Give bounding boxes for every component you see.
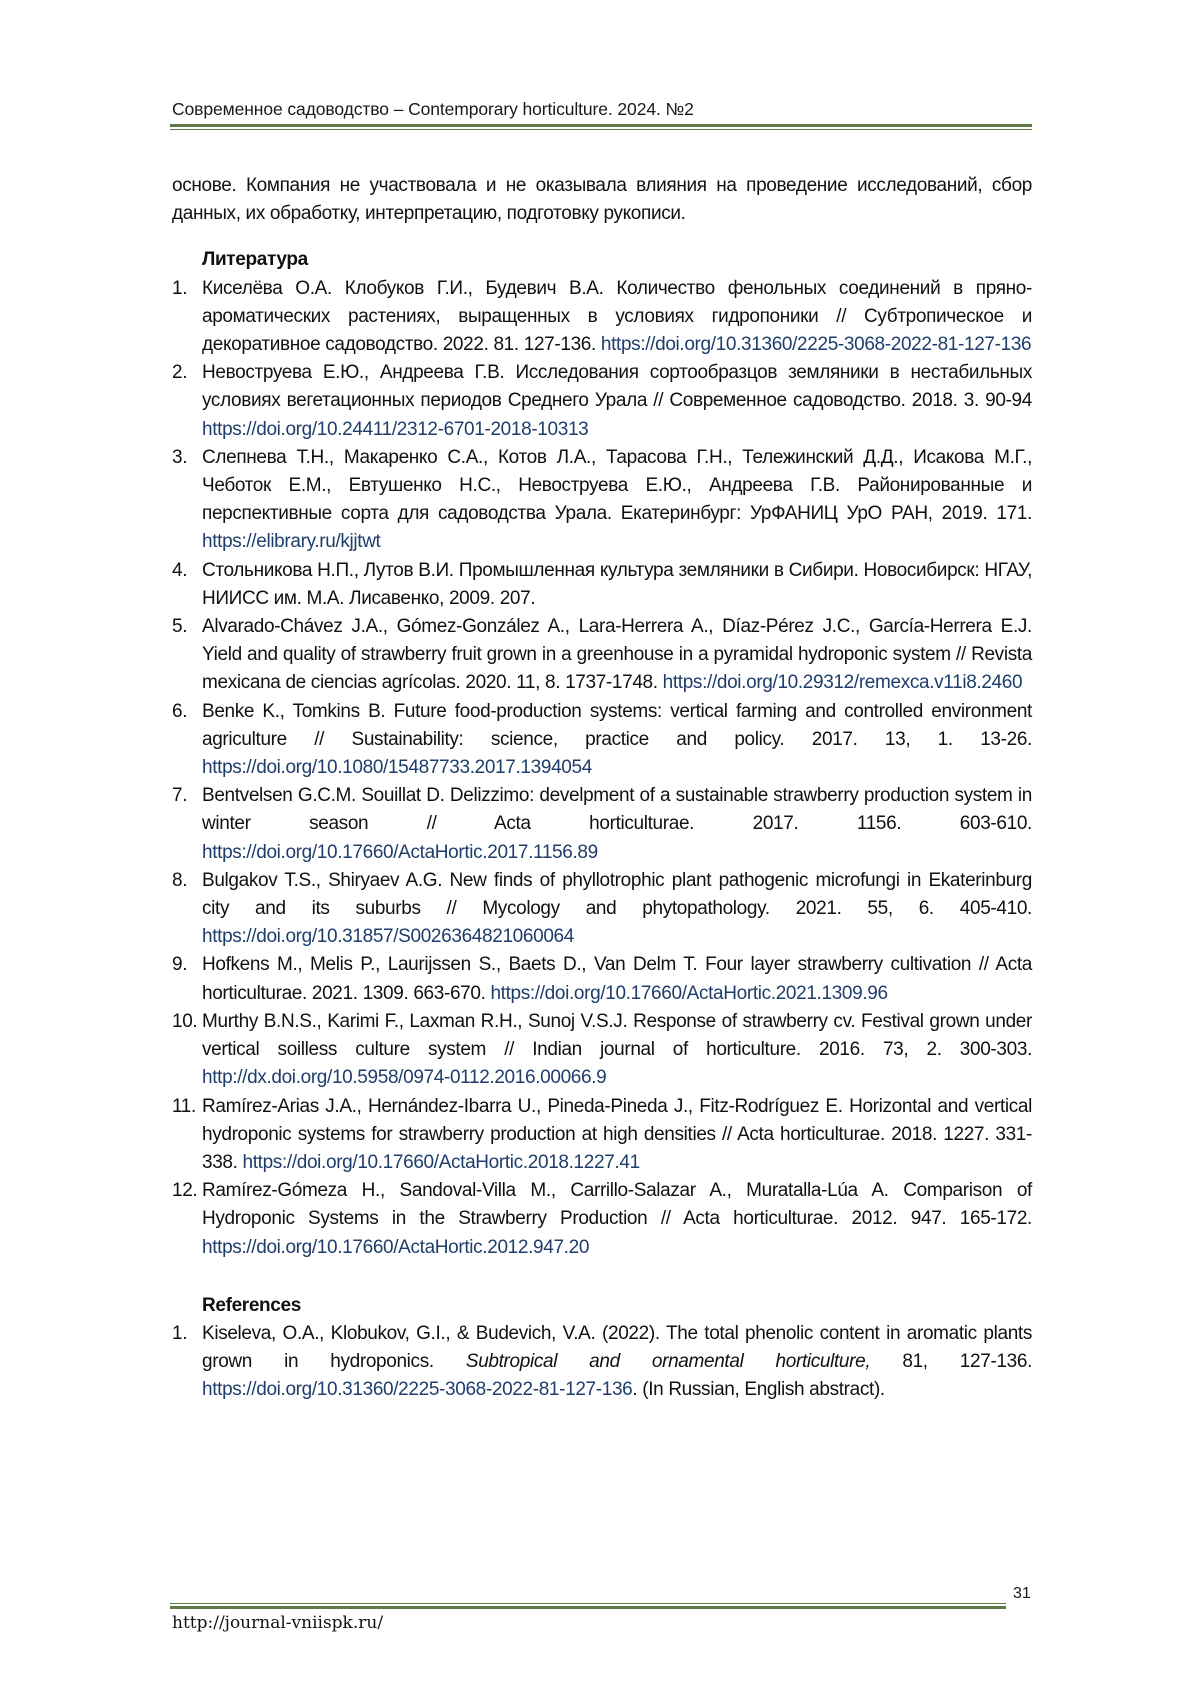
- literature-item: [172, 698, 1032, 783]
- literature-text: Murthy B.N.S., Karimi F., Laxman R.H., Sunoj V.S.J. Response of strawberry cv. Festival grown under vertical soilless culture system // Indian journal of horticulture. 2016. 73, 2. 300-303.: [202, 1010, 1032, 1061]
- literature-text: Ramírez-Gómeza H., Sandoval-Villa M., Carrillo-Salazar A., Muratalla-Lúa A. Comparison of Hydroponic Systems in the Strawberry Production // Acta horticulturae. 2012. 947. 165-172.: [202, 1180, 1032, 1230]
- literature-text: Слепнева Т.Н., Макаренко С.А., Котов Л.А., Тарасова Г.Н., Тележинский Д.Д., Исакова М.Г., Чеботок Е.М., Евтушенко Н.С., Невоструева Е.Ю., Андреева Г.В. Районированные и перспективные сорта для садоводства Урала. Екатеринбург: УрФАНИЦ УрО РАН, 2019. 171.: [202, 446, 1032, 525]
- literature-doi-link[interactable]: https://doi.org/10.17660/ActaHortic.2021.1309.96: [490, 982, 888, 1004]
- literature-number: 9.: [172, 954, 188, 976]
- literature-text: Benke K., Tomkins B. Future food-production systems: vertical farming and controlled environment agriculture // Sustainability: science, practice and policy. 2017. 13, 1. 13-26.: [202, 700, 1032, 750]
- footer-url[interactable]: http://journal-vniispk.ru/: [172, 1613, 384, 1633]
- literature-item: [172, 951, 1032, 1007]
- footer-rule-thin: [170, 1603, 1006, 1604]
- literature-item: [172, 557, 1032, 613]
- reference-item: [172, 1320, 1032, 1405]
- literature-list: [172, 275, 1032, 1262]
- literature-text: Киселёва О.А. Клобуков Г.И., Будевич В.А. Количество фенольных соединений в пряно-ароматических растениях, выращенных в условиях гидропоники // Субтропическое и декоративное садоводство. 2022. 81. 127-136.: [202, 277, 1032, 356]
- literature-doi-link[interactable]: https://elibrary.ru/kjjtwt: [202, 531, 381, 553]
- literature-number: 1.: [172, 277, 188, 299]
- literature-text: Bulgakov T.S., Shiryaev A.G. New finds of phyllotrophic plant pathogenic microfungi in Ekaterinburg city and its suburbs // Mycology and phytopathology. 2021. 55, 6. 405-410.: [202, 869, 1032, 920]
- page-number: 31: [1013, 1585, 1031, 1602]
- literature-number: 3.: [172, 446, 188, 468]
- literature-text: Ramírez-Arias J.A., Hernández-Ibarra U., Pineda-Pineda J., Fitz-Rodríguez E. Horizontal and vertical hydroponic systems for strawberry production at high densities // Acta horticulturae. 2018. 1227. 331-338.: [202, 1095, 1032, 1173]
- reference-suffix: . (In Russian, English abstract).: [632, 1379, 885, 1401]
- literature-number: 12.: [172, 1180, 198, 1202]
- reference-text: Kiseleva, O.A., Klobukov, G.I., & Budevich, V.A. (2022). The total phenolic content in aromatic plants grown in hydroponics.: [202, 1322, 1032, 1373]
- literature-doi-link[interactable]: https://doi.org/10.17660/ActaHortic.2012.947.20: [202, 1236, 590, 1258]
- page-content: [172, 172, 1032, 1405]
- literature-text: Bentvelsen G.C.M. Souillat D. Delizzimo: develpment of a sustainable strawberry production system in winter season // Acta horticulturae. 2017. 1156. 603-610.: [202, 785, 1032, 835]
- header-rule: [170, 124, 1032, 131]
- literature-number: 2.: [172, 362, 188, 384]
- reference-number: 1.: [172, 1322, 188, 1344]
- literature-item: [172, 359, 1032, 444]
- literature-doi-link[interactable]: https://doi.org/10.17660/ActaHortic.2018.1227.41: [242, 1151, 640, 1173]
- reference-journal: Subtropical and ornamental horticulture,: [465, 1351, 871, 1373]
- references-heading: References: [202, 1294, 301, 1316]
- header-rule-thick: [170, 124, 1032, 127]
- literature-heading: Литература: [202, 249, 308, 271]
- literature-doi-link[interactable]: https://doi.org/10.1080/15487733.2017.1394054: [202, 757, 592, 779]
- literature-item: [172, 782, 1032, 867]
- literature-doi-link[interactable]: https://doi.org/10.31857/S0026364821060064: [202, 926, 574, 948]
- header-rule-thin: [170, 129, 1032, 130]
- literature-item: [172, 1093, 1032, 1178]
- literature-doi-link[interactable]: https://doi.org/10.29312/remexca.v11i8.2460: [662, 672, 1023, 694]
- literature-text: Hofkens M., Melis P., Laurijssen S., Baets D., Van Delm T. Four layer strawberry cultivation // Acta horticulturae. 2021. 1309. 663-670.: [202, 954, 1032, 1004]
- literature-number: 8.: [172, 869, 188, 891]
- literature-doi-link[interactable]: https://doi.org/10.31360/2225-3068-2022-81-127-136: [600, 334, 1032, 356]
- literature-text: Невоструева Е.Ю., Андреева Г.В. Исследования сортообразцов земляники в нестабильных условиях вегетационных периодов Среднего Урала // Современное садоводство. 2018. 3. 90-94: [202, 362, 1032, 412]
- reference-doi-link[interactable]: https://doi.org/10.31360/2225-3068-2022-81-127-136: [202, 1379, 633, 1401]
- literature-number: 4.: [172, 559, 188, 581]
- literature-item: [172, 1008, 1032, 1093]
- intro-paragraph: основе. Компания не участвовала и не оказывала влияния на проведение исследований, сбор данных, их обработку, интерпретацию, подготовку рукописи.: [172, 175, 1032, 225]
- footer-rule-thick: [170, 1606, 1006, 1609]
- literature-number: 11.: [172, 1095, 196, 1117]
- literature-item: [172, 867, 1032, 952]
- literature-number: 6.: [172, 700, 188, 722]
- footer-rule: [170, 1603, 1006, 1610]
- literature-item: [172, 613, 1032, 698]
- literature-item: [172, 275, 1032, 360]
- literature-number: 10.: [172, 1010, 198, 1032]
- literature-item: [172, 444, 1032, 557]
- literature-number: 5.: [172, 616, 188, 638]
- literature-text: Alvarado-Chávez J.A., Gómez-González A., Lara-Herrera A., Díaz-Pérez J.C., García-Herrera E.J. Yield and quality of strawberry fruit grown in a greenhouse in a pyramidal hydroponic system // Revista mexicana de ciencias agrícolas. 2020. 11, 8. 1737-1748.: [202, 616, 1032, 694]
- references-list: [172, 1320, 1032, 1405]
- literature-item: [172, 1177, 1032, 1262]
- reference-pages: 81, 127-136.: [870, 1351, 1033, 1373]
- journal-header: Современное садоводство – Contemporary horticulture. 2024. №2: [172, 99, 694, 119]
- literature-number: 7.: [172, 785, 188, 807]
- literature-doi-link[interactable]: http://dx.doi.org/10.5958/0974-0112.2016.00066.9: [202, 1067, 607, 1089]
- literature-doi-link[interactable]: https://doi.org/10.24411/2312-6701-2018-10313: [202, 418, 589, 440]
- literature-doi-link[interactable]: https://doi.org/10.17660/ActaHortic.2017.1156.89: [202, 841, 598, 863]
- literature-text: Стольникова Н.П., Лутов В.И. Промышленная культура земляники в Сибири. Новосибирск: НГАУ, НИИСС им. М.А. Лисавенко, 2009. 207.: [202, 559, 1032, 609]
